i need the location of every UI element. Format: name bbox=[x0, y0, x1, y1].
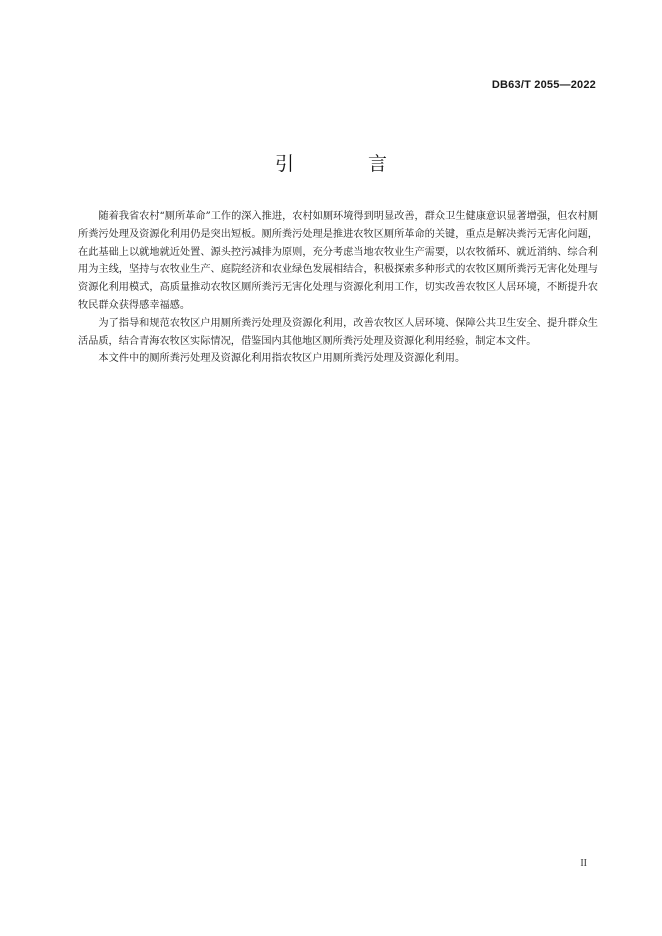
standard-code: DB63/T 2055—2022 bbox=[491, 79, 596, 91]
paragraph-1: 随着我省农村“厕所革命”工作的深入推进，农村如厕环境得到明显改善，群众卫生健康意识显著增强，但农村厕所粪污处理及资源化利用仍是突出短板。厕所粪污处理是推进农牧区厕所革命的关键，重点是解决粪污无害化问题，在此基础上以就地就近处置、源头控污减排为原则，充分考虑当地农牧业生产需要，以农牧循环、就近消纳、综合利用为主线，坚持与农牧业生产、庭院经济和农业绿色发展相结合，积极探索多种形式的农牧区厕所粪污无害化处理与资源化利用模式，高质量推动农牧区厕所粪污无害化处理与资源化利用工作，切实改善农牧区人居环境，不断提升农牧民群众获得感幸福感。 bbox=[78, 211, 598, 311]
paragraph-2: 为了指导和规范农牧区户用厕所粪污处理及资源化利用，改善农牧区人居环境、保障公共卫生安全、提升群众生活品质，结合青海农牧区实际情况，借鉴国内其他地区厕所粪污处理及资源化利用经验，制定本文件。 bbox=[78, 317, 598, 347]
page-number: II bbox=[580, 858, 587, 869]
paragraph-3: 本文件中的厕所粪污处理及资源化利用指农牧区户用厕所粪污处理及资源化利用。 bbox=[98, 353, 466, 365]
page-title: 引 言 bbox=[274, 153, 422, 175]
introduction-body bbox=[78, 208, 598, 368]
